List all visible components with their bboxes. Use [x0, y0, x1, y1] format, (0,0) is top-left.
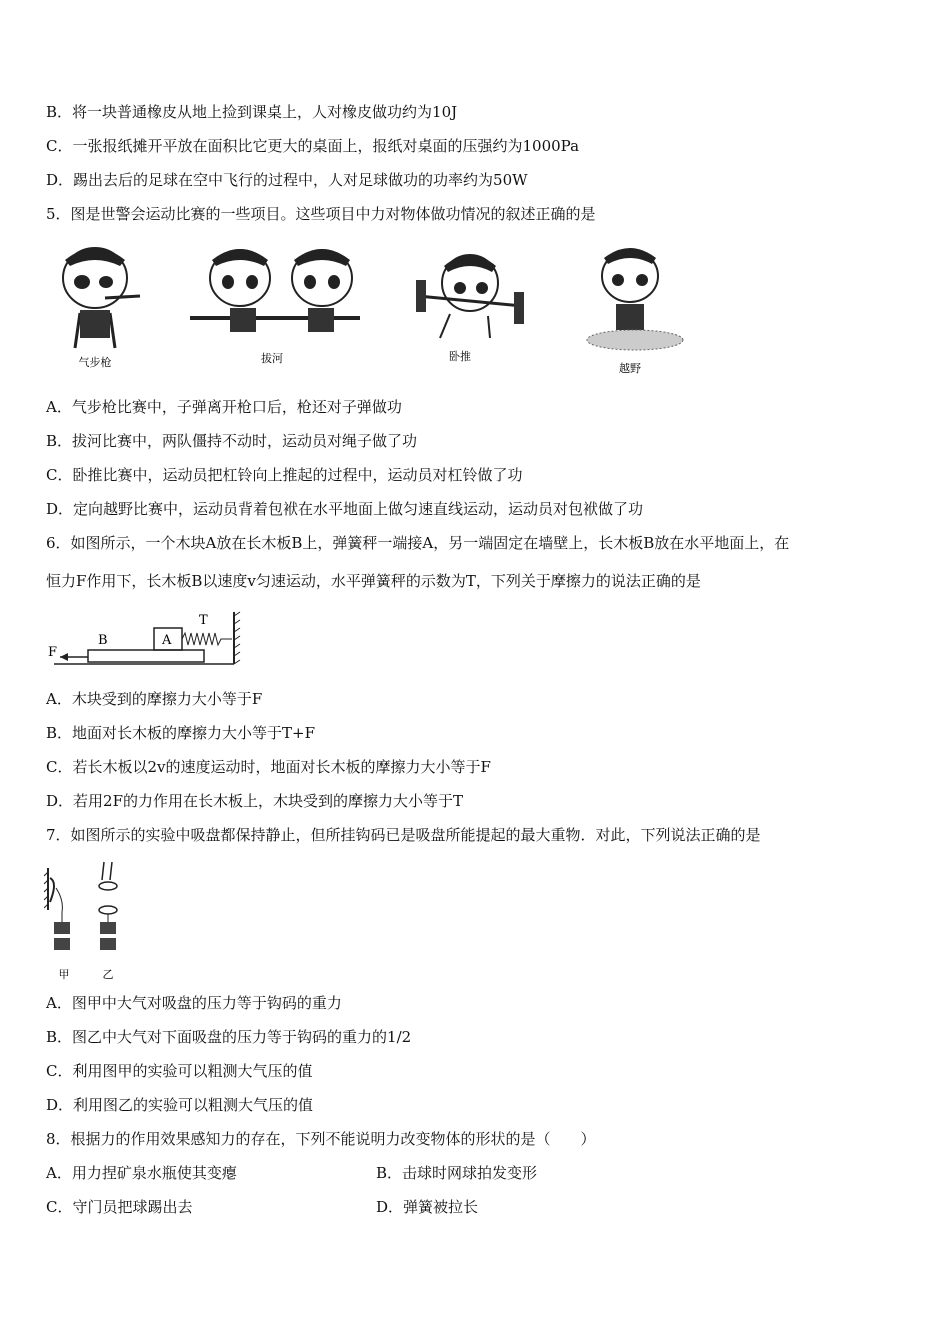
spring-scale [182, 633, 232, 645]
board-b [88, 650, 204, 662]
q7-figure [44, 858, 134, 984]
q8-stem: 8．根据力的作用效果感知力的存在，下列不能说明力改变物体的形状的是（ ） [46, 1130, 596, 1148]
q8-option-b: B．击球时网球拍发变形 [376, 1164, 538, 1182]
q6-option-b: B．地面对长木板的摩擦力大小等于T+F [46, 724, 316, 742]
force-label-f: F [48, 645, 58, 660]
suction-cup-jia [44, 868, 70, 950]
q7-option-b: B．图乙中大气对下面吸盘的压力等于钩码的重力的1/2 [46, 1028, 412, 1046]
q7-option-c: C．利用图甲的实验可以粗测大气压的值 [46, 1062, 313, 1080]
q5-option-b: B．拔河比赛中，两队僵持不动时，运动员对绳子做了功 [46, 432, 418, 450]
spring-label-t: T [199, 613, 208, 628]
suction-cup-yi [99, 862, 117, 950]
q6-option-d: D．若用2F的力作用在长木板上，木块受到的摩擦力大小等于T [46, 792, 463, 810]
panda-bench-press-illustration [416, 255, 524, 338]
q5-option-d: D．定向越野比赛中，运动员背着包袱在水平地面上做匀速直线运动，运动员对包袱做了功 [46, 500, 644, 518]
q7-caption-2: 乙 [102, 968, 114, 981]
q6-option-a: A．木块受到的摩擦力大小等于F [46, 690, 263, 708]
panda-orienteering-illustration [587, 248, 683, 350]
q5-option-a: A．气步枪比赛中，子弹离开枪口后，枪还对子弹做功 [46, 398, 402, 416]
q5-caption-4: 越野 [619, 362, 641, 375]
q5-caption-1: 气步枪 [78, 356, 112, 369]
q4-option-d: D．踢出去后的足球在空中飞行的过程中，人对足球做功的功率约为50W [46, 171, 528, 189]
q8-option-d: D．弹簧被拉长 [376, 1198, 479, 1216]
panda-rifle-illustration [63, 248, 140, 348]
panda-tug-of-war-illustration [190, 249, 360, 332]
q7-option-a: A．图甲中大气对吸盘的压力等于钩码的重力 [46, 994, 342, 1012]
q5-figure [50, 238, 690, 378]
q4-option-b: B．将一块普通橡皮从地上捡到课桌上，人对橡皮做功约为10J [46, 103, 458, 121]
block-label-a: A [162, 633, 172, 648]
q8-option-a: A．用力捏矿泉水瓶使其变瘪 [46, 1164, 237, 1182]
q5-option-c: C．卧推比赛中，运动员把杠铃向上推起的过程中，运动员对杠铃做了功 [46, 466, 523, 484]
q7-option-d: D．利用图乙的实验可以粗测大气压的值 [46, 1096, 314, 1114]
q8-option-c: C．守门员把球踢出去 [46, 1198, 193, 1216]
q6-option-c: C．若长木板以2v的速度运动时，地面对长木板的摩擦力大小等于F [46, 758, 491, 776]
q5-caption-3: 卧推 [449, 350, 471, 363]
q7-caption-1: 甲 [58, 968, 70, 981]
q5-caption-2: 拔河 [261, 352, 283, 365]
board-label-b: B [98, 633, 108, 648]
q6-figure [44, 608, 249, 670]
q6-stem-line-2: 恒力F作用下，长木板B以速度v匀速运动，水平弹簧秤的示数为T，下列关于摩擦力的说法正确的是 [46, 572, 701, 590]
q5-stem: 5．图是世警会运动比赛的一些项目。这些项目中力对物体做功情况的叙述正确的是 [46, 205, 596, 223]
q7-stem: 7．如图所示的实验中吸盘都保持静止，但所挂钩码已是吸盘所能提起的最大重物．对此，下列说法正确的是 [46, 826, 761, 844]
q6-stem-line-1: 6．如图所示，一个木块A放在长木板B上，弹簧秤一端接A，另一端固定在墙壁上，长木板B放在水平地面上，在 [46, 534, 790, 552]
q4-option-c: C．一张报纸摊开平放在面积比它更大的桌面上，报纸对桌面的压强约为1000Pa [46, 137, 580, 155]
